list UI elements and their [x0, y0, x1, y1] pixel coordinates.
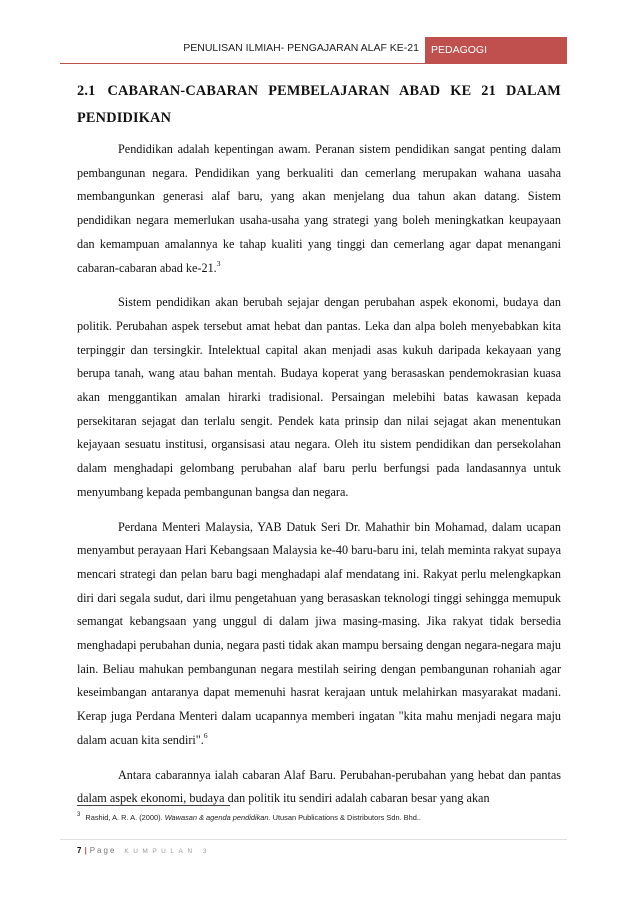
page-header — [60, 37, 567, 64]
footnote-author: Rashid, A. R. A. (2000). — [85, 813, 163, 822]
footnote — [77, 812, 561, 822]
footnote-publisher: Utusan Publications & Distributors Sdn. Bhd.. — [272, 813, 421, 822]
footer-divider — [60, 839, 567, 840]
paragraph-2 — [77, 291, 561, 504]
paragraph-1 — [77, 138, 561, 280]
section-number: 2.1 — [77, 83, 96, 99]
paragraph-4 — [77, 764, 561, 811]
footnote-divider — [77, 805, 230, 806]
section-title: CABARAN-CABARAN PEMBELAJARAN ABAD KE 21 DALAM PENDIDIKAN — [77, 83, 561, 126]
paragraph-3 — [77, 516, 561, 753]
footer-separator: | — [84, 846, 87, 855]
group-label: KUMPULAN 3 — [124, 848, 211, 855]
footnote-marker: 3 — [77, 812, 81, 818]
footnote-ref[interactable]: 3 — [216, 258, 221, 268]
page-number: 7 — [77, 846, 82, 855]
header-title: PENULISAN ILMIAH- PENGAJARAN ALAF KE-21 — [183, 42, 419, 54]
paragraph-text: Pendidikan adalah kepentingan awam. Peranan sistem pendidikan sangat penting dalam pembangunan negara. Pendidikan yang berkualiti dan cemerlang merupakan wahana uasaha membangunkan generasi alaf baru, yang akan menjelang dua tahun akan datang. Sistem pendidikan negara memerlukan usaha-usaha yang strategi yang boleh meningkatkan keupayaan dan kemampuan amalannya ke tahap kualiti yang tinggi dan cemerlang agar dapat menangani cabaran-cabaran abad ke-21. — [77, 142, 561, 275]
paragraph-text: Antara cabarannya ialah cabaran Alaf Baru. Perubahan-perubahan yang hebat dan pantas dalam aspek ekonomi, budaya dan politik itu sendiri adalah cabaran besar yang akan — [77, 767, 561, 806]
header-tag: PEDAGOGI — [425, 37, 567, 63]
page-word: Page — [89, 846, 117, 855]
footnote-title: Wawasan & agenda pendidikan. — [164, 813, 271, 822]
paragraph-text: Sistem pendidikan akan berubah sejajar dengan perubahan aspek ekonomi, budaya dan politik. Perubahan aspek tersebut amat hebat dan pantas. Leka dan alpa boleh menyebabkan kita terpinggir dan tersingkir. Intelektual capital akan menjadi asas kukuh daripada kekayaan yang berupa tanah, wang atau bahan mentah. Budaya koperat yang berasaskan pendemokrasian kuasa akan menggantikan amalan hirarki tradisional. Persaingan melebihi batas kawasan kepada persekitaran sejagat dan terlalu sengit. Pendek kata prinsip dan nilai sejagat akan menentukan kejayaan sesuatu institusi, organsisasi atau negara. Oleh itu sistem pendidikan dan persekolahan dalam menghadapi gelombang perubahan alaf baru perlu berfungsi pada landasannya untuk menyumbang kepada pembangunan bangsa dan negara. — [77, 295, 561, 499]
section-heading — [77, 78, 561, 132]
paragraph-text: Perdana Menteri Malaysia, YAB Datuk Seri Dr. Mahathir bin Mohamad, dalam ucapan menyambut perayaan Hari Kebangsaan Malaysia ke-40 baru-baru ini, telah meminta rakyat supaya mencari strategi dan pelan baru bagi menghadapi alaf mendatang ini. Rakyat perlu melengkapkan diri dari segala sudut, dari ilmu pengetahuan yang berasaskan teknologi tinggi sehingga memupuk semangat kebangsaan yang unggul di dalam jiwa masing-masing. Jika rakyat tidak bersedia menghadapi perubahan dunia, negara pasti tidak akan mampu bersaing dengan negara-negara maju lain. Beliau mahukan pembangunan negara mestilah seiring dengan pembangunan rohaniah agar keseimbangan antaranya dapat memenuhi hasrat kerajaan untuk melahirkan masyarakat madani. Kerap juga Perdana Menteri dalam ucapannya memberi ingatan "kita mahu menjadi negara maju dalam acuan kita sendiri". — [77, 519, 561, 747]
page-footer — [77, 846, 211, 855]
page-content — [77, 78, 561, 822]
footnote-ref[interactable]: 6 — [203, 730, 208, 740]
